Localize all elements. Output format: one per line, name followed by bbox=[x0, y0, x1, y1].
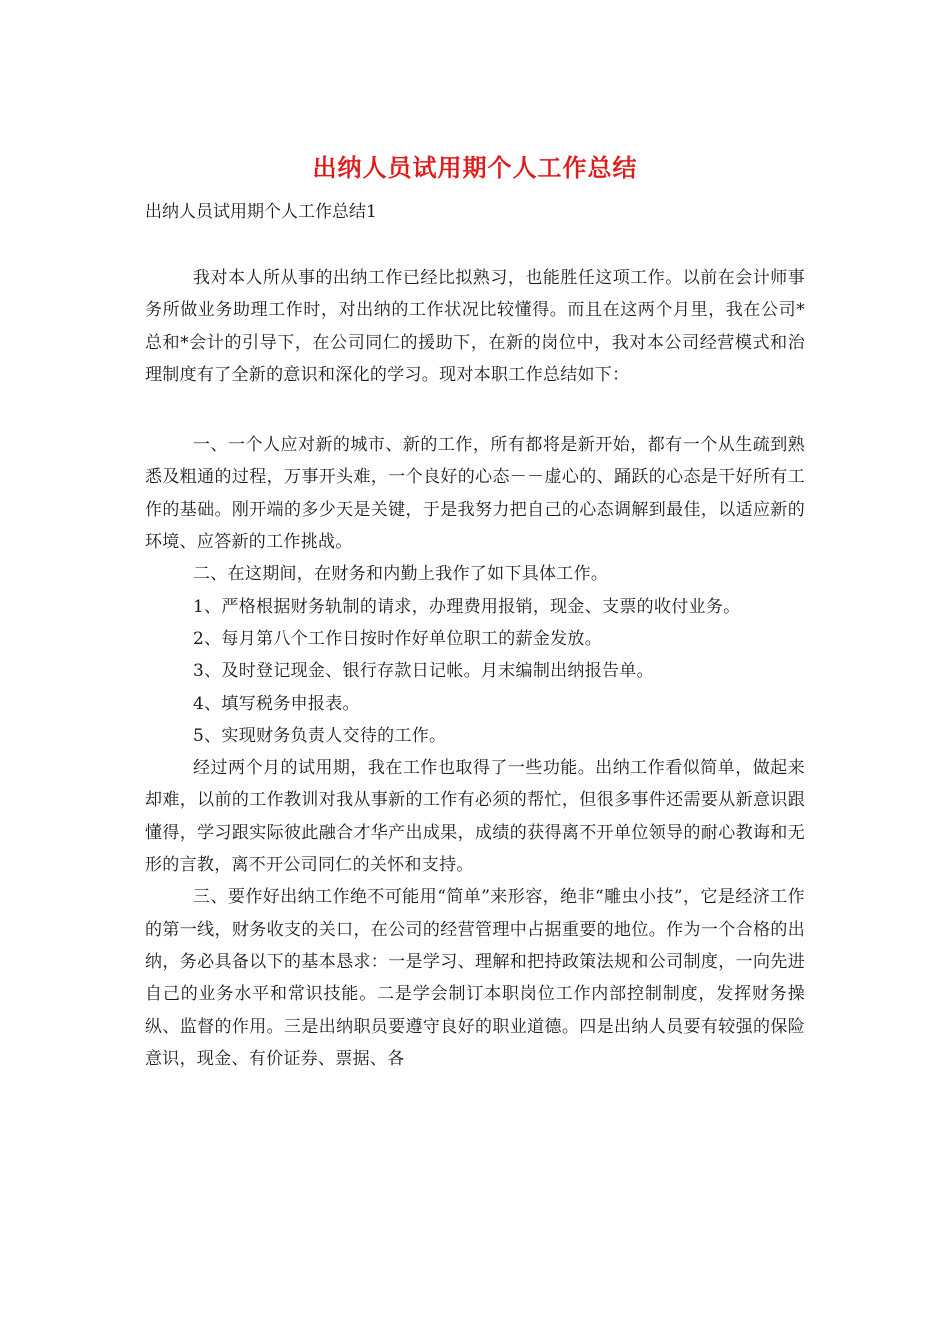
list-item-4: 4、填写税务申报表。 bbox=[193, 693, 360, 714]
list-item-3: 3、及时登记现金、银行存款日记帐。月末编制出纳报告单。 bbox=[193, 661, 654, 682]
document-body bbox=[145, 262, 805, 1075]
paragraph-section-1: 一、一个人应对新的城市、新的工作，所有都将是新开始，都有一个从生疏到熟悉及粗通的过程，万事开头难，一个良好的心态－－虚心的、踊跃的心态是干好所有工作的基础。刚开端的多少天是关键，于是我努力把自己的心态调解到最佳，以适应新的环境、应答新的工作挑战。 bbox=[145, 435, 805, 553]
paragraph-intro: 我对本人所从事的出纳工作已经比拟熟习，也能胜任这项工作。以前在会计师事务所做业务助理工作时，对出纳的工作状况比较懂得。而且在这两个月里，我在公司*总和*会计的引导下，在公司同仁的援助下，在新的岗位中，我对本公司经营模式和治理制度有了全新的意识和深化的学习。现对本职工作总结如下： bbox=[145, 268, 805, 385]
paragraph-gap bbox=[145, 391, 805, 429]
list-item-1: 1、严格根据财务轨制的请求，办理费用报销，现金、支票的收付业务。 bbox=[193, 596, 741, 617]
document-subtitle: 出纳人员试用期个人工作总结1 bbox=[145, 202, 377, 222]
paragraph-results: 经过两个月的试用期，我在工作也取得了一些功能。出纳工作看似简单，做起来却难，以前的工作教训对我从事新的工作有必须的帮忙，但很多事件还需要从新意识跟懂得，学习跟实际彼此融合才华产出成果，成绩的获得离不开单位领导的耐心教诲和无形的言教，离不开公司同仁的关怀和支持。 bbox=[145, 758, 805, 876]
paragraph-section-2: 二、在这期间，在财务和内勤上我作了如下具体工作。 bbox=[193, 564, 609, 585]
list-item-5: 5、实现财务负责人交待的工作。 bbox=[193, 725, 447, 746]
document-title: 出纳人员试用期个人工作总结 bbox=[312, 153, 638, 182]
paragraph-section-3: 三、要作好出纳工作绝不可能用“简单”来形容，绝非“雕虫小技”，它是经济工作的第一线，财务收支的关口，在公司的经营管理中占据重要的地位。作为一个合格的出纳，务必具备以下的基本恳求：一是学习、理解和把持政策法规和公司制度，一向先进自己的业务水平和常识技能。二是学会制订本职岗位工作内部控制制度，发挥财务操纵、监督的作用。三是出纳职员要遵守良好的职业道德。四是出纳人员要有较强的保险意识，现金、有价证券、票据、各 bbox=[145, 887, 805, 1069]
list-item-2: 2、每月第八个工作日按时作好单位职工的薪金发放。 bbox=[193, 628, 603, 649]
